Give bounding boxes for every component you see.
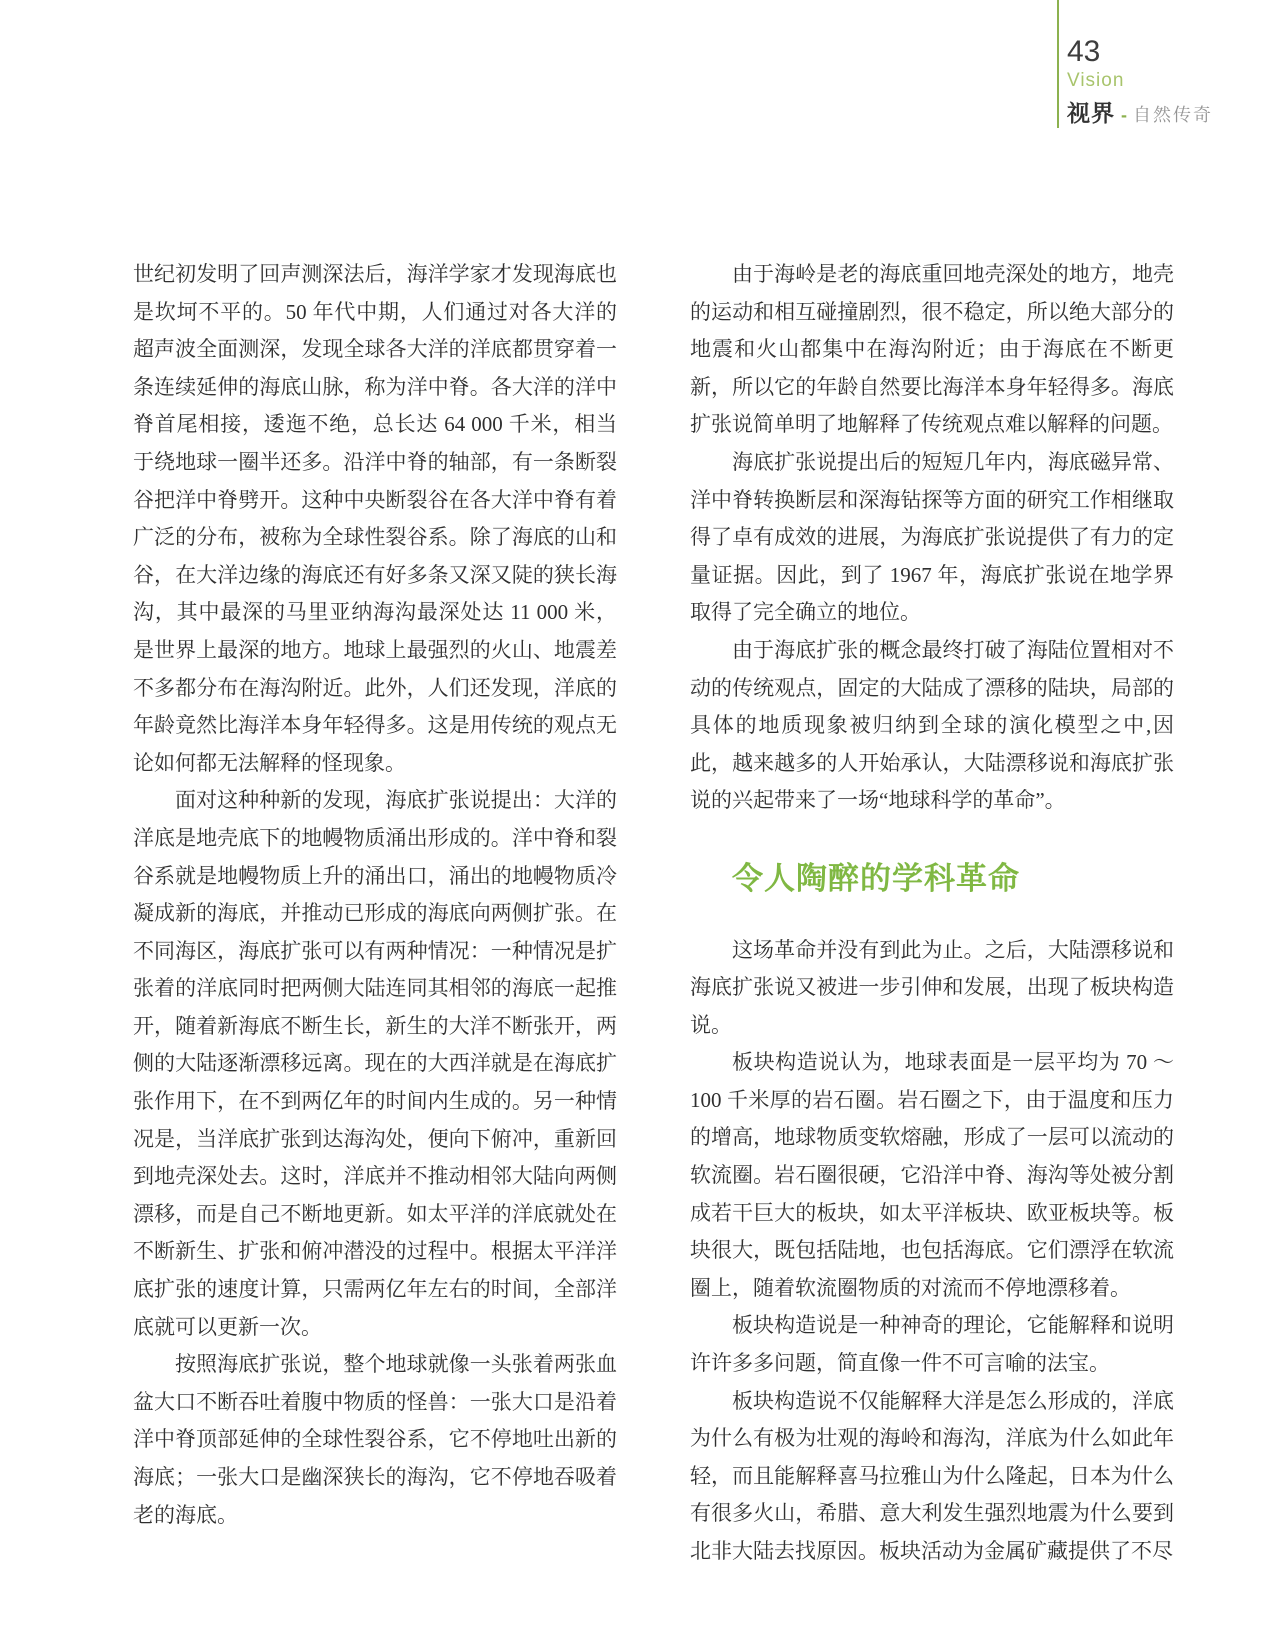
body-paragraph: 由于海底扩张的概念最终打破了海陆位置相对不动的传统观点，固定的大陆成了漂移的陆块，局部的具体的地质现象被归纳到全球的演化模型之中,因此，越来越多的人开始承认，大陆漂移说和海底扩张说的兴起带来了一场“地球科学的革命”。 (690, 637, 1174, 813)
section-title-line (1067, 95, 1213, 128)
body-paragraph: 板块构造说不仅能解释大洋是怎么形成的，洋底为什么有极为壮观的海岭和海沟，洋底为什么如此年轻，而且能解释喜马拉雅山为什么隆起，日本为什么有很多火山，希腊、意大利发生强烈地震为什么要到北非大陆去找原因。板块活动为金属矿藏提供了不尽 (690, 1388, 1174, 1563)
body-paragraph: 海底扩张说提出后的短短几年内，海底磁异常、洋中脊转换断层和深海钻探等方面的研究工作相继取得了卓有成效的进展，为海底扩张说提供了有力的定量证据。因此，到了 1967 年，海底扩张说在地学界取得了完全确立的地位。 (690, 449, 1174, 625)
page-number: 43 (1067, 35, 1101, 69)
body-paragraph: 这场革命并没有到此为止。之后，大陆漂移说和海底扩张说又被进一步引伸和发展，出现了板块构造说。 (690, 937, 1174, 1037)
body-paragraph: 世纪初发明了回声测深法后，海洋学家才发现海底也是坎坷不平的。50 年代中期，人们通过对各大洋的超声波全面测深，发现全球各大洋的洋底都贯穿着一条连续延伸的海底山脉，称为洋中脊。各大洋的洋中脊首尾相接，逶迤不绝，总长达 64 000 千米，相当于绕地球一圈半还多。沿洋中脊的轴部，有一条断裂谷把洋中脊劈开。这种中央断裂谷在各大洋中脊有着广泛的分布，被称为全球性裂谷系。除了海底的山和谷，在大洋边缘的海底还有好多条又深又陡的狭长海沟，其中最深的马里亚纳海沟最深处达 11 000 米，是世界上最深的地方。地球上最强烈的火山、地震差不多都分布在海沟附近。此外，人们还发现，洋底的年龄竟然比海洋本身年轻得多。这是用传统的观点无论如何都无法解释的怪现象。 (133, 262, 617, 775)
body-paragraph: 板块构造说认为，地球表面是一层平均为 70 ～ 100 千米厚的岩石圈。岩石圈之下，由于温度和压力的增高，地球物质变软熔融，形成了一层可以流动的软流圈。岩石圈很硬，它沿洋中脊、海沟等处被分割成若干巨大的板块，如太平洋板块、欧亚板块等。板块很大，既包括陆地，也包括海底。它们漂浮在软流圈上，随着软流圈物质的对流而不停地漂移着。 (690, 1050, 1174, 1300)
body-paragraph: 面对这种种新的发现，海底扩张说提出：大洋的洋底是地壳底下的地幔物质涌出形成的。洋中脊和裂谷系就是地幔物质上升的涌出口，涌出的地幔物质冷凝成新的海底，并推动已形成的海底向两侧扩张。在不同海区，海底扩张可以有两种情况：一种情况是扩张着的洋底同时把两侧大陆连同其相邻的海底一起推开，随着新海底不断生长，新生的大洋不断张开，两侧的大陆逐渐漂移远离。现在的大西洋就是在海底扩张作用下，在不到两亿年的时间内生成的。另一种情况是，当洋底扩张到达海沟处，便向下俯冲，重新回到地壳深处去。这时，洋底并不推动相邻大陆向两侧漂移，而是自己不断地更新。如太平洋的洋底就处在不断新生、扩张和俯冲潜没的过程中。根据太平洋洋底扩张的速度计算，只需两亿年左右的时间，全部洋底就可以更新一次。 (133, 788, 617, 1339)
section-heading: 令人陶醉的学科革命 (732, 860, 1020, 896)
left-column (133, 256, 617, 1534)
section-separator-dash: - (1121, 105, 1127, 125)
right-column (690, 256, 1174, 1571)
section-title-zh: 视界 (1067, 100, 1115, 126)
article-body (133, 256, 1174, 1571)
body-paragraph: 由于海岭是老的海底重回地壳深处的地方，地壳的运动和相互碰撞剧烈，很不稳定，所以绝大部分的地震和火山都集中在海沟附近；由于海底在不断更新，所以它的年龄自然要比海洋本身年轻得多。海底扩张说简单明了地解释了传统观点难以解释的问题。 (690, 262, 1174, 437)
running-header (1057, 0, 1213, 128)
section-subtitle: 自然传奇 (1133, 105, 1213, 125)
body-paragraph: 按照海底扩张说，整个地球就像一头张着两张血盆大口不断吞吐着腹中物质的怪兽：一张大口是沿着洋中脊顶部延伸的全球性裂谷系，它不停地吐出新的海底；一张大口是幽深狭长的海沟，它不停地吞吸着老的海底。 (133, 1352, 617, 1527)
section-title-en: Vision (1067, 70, 1125, 92)
body-paragraph: 板块构造说是一种神奇的理论，它能解释和说明许许多多问题，简直像一件不可言喻的法宝。 (690, 1313, 1174, 1376)
